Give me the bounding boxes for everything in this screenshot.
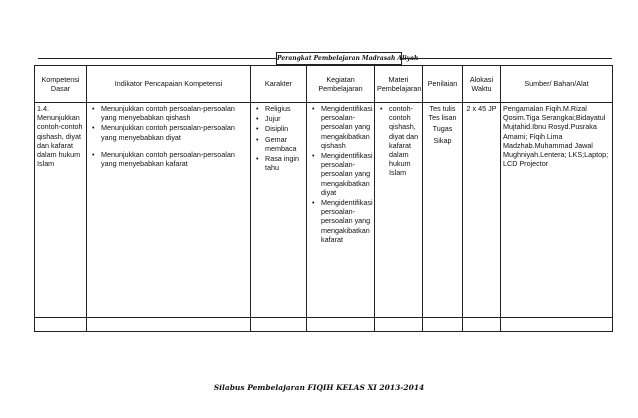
col-header-materi: Materi Pembelajaran bbox=[375, 66, 423, 103]
cell-alokasi: 2 x 45 JP bbox=[463, 103, 501, 318]
karakter-item: • Disiplin bbox=[265, 124, 304, 133]
kegiatan-item: • Mengidentifikasi persoalan-persoalan yang mengakibatkan diyat bbox=[321, 151, 372, 197]
karakter-item: • Religius bbox=[265, 104, 304, 113]
page-footer: Silabus Pembelajaran FIQIH KELAS XI 2013-2014 bbox=[213, 383, 425, 392]
header-rule-left bbox=[38, 58, 276, 59]
table-row-empty bbox=[35, 318, 613, 332]
penilaian-item: Sikap bbox=[433, 135, 452, 145]
col-header-sumber: Sumber/ Bahan/Alat bbox=[501, 66, 613, 103]
kd-code: 1.4. bbox=[37, 104, 49, 113]
materi-item: • contoh-contoh qishash, diyat dan kafarat dalam hukum Islam bbox=[389, 104, 420, 178]
header-title: Perangkat Pembelajaran Madrasah Aliyah bbox=[276, 52, 402, 65]
empty-cell bbox=[251, 318, 307, 332]
penilaian-item: Tes tulis bbox=[429, 104, 456, 113]
cell-kd bbox=[35, 103, 87, 318]
empty-cell bbox=[463, 318, 501, 332]
empty-cell bbox=[35, 318, 87, 332]
cell-penilaian bbox=[423, 103, 463, 318]
col-header-karakter: Karakter bbox=[251, 66, 307, 103]
penilaian-item: Tugas bbox=[432, 124, 453, 134]
indikator-item: • Menunjukkan contoh persoalan-persoalan yang menyebabkan qishash bbox=[101, 104, 248, 122]
karakter-item: • Gemar membaca bbox=[265, 135, 304, 153]
table-row bbox=[35, 103, 613, 318]
cell-kegiatan bbox=[307, 103, 375, 318]
empty-cell bbox=[87, 318, 251, 332]
cell-sumber: Pengamalan Fiqih.M.Rizal Qosim.Tiga Serangkai;Bidayatul Mujtahid.Ibnu Rosyd.Pusraka Amami; Fiqih Lima Madzhab.Muhammad Jawal Mughniyah.Lentera; LKS;Laptop; LCD Projector bbox=[501, 103, 613, 318]
cell-karakter bbox=[251, 103, 307, 318]
karakter-item: • Jujur bbox=[265, 114, 304, 123]
col-header-kegiatan: Kegiatan Pembelajaran bbox=[307, 66, 375, 103]
empty-cell bbox=[307, 318, 375, 332]
header-rule-right bbox=[402, 58, 612, 59]
indikator-item: • Menunjukkan contoh persoalan-persoalan yang menyebabkan diyat bbox=[101, 123, 248, 141]
col-header-indikator: Indikator Pencapaian Kompetensi bbox=[87, 66, 251, 103]
empty-cell bbox=[423, 318, 463, 332]
cell-materi bbox=[375, 103, 423, 318]
col-header-kd: Kompetensi Dasar bbox=[35, 66, 87, 103]
table-header-row bbox=[35, 66, 613, 103]
col-header-penilaian: Penilaian bbox=[423, 66, 463, 103]
indikator-item: • Menunjukkan contoh persoalan-persoalan yang menyebabkan kafarat bbox=[101, 150, 248, 168]
kegiatan-item: • Mengidentifikasi persoalan-persoalan yang mengakibatkan kafarat bbox=[321, 198, 372, 244]
cell-indikator bbox=[87, 103, 251, 318]
kd-text: Menunjukkan contoh-contoh qishash, diyat dan kafarat dalam hukum Islam bbox=[37, 113, 83, 169]
penilaian-item: Tes lisan bbox=[428, 113, 457, 123]
empty-cell bbox=[375, 318, 423, 332]
karakter-item: • Rasa ingin tahu bbox=[265, 154, 304, 172]
kegiatan-item: • Mengidentifikasi persoalan-persoalan yang mengakibatkan qishash bbox=[321, 104, 372, 150]
col-header-alokasi: Alokasi Waktu bbox=[463, 66, 501, 103]
empty-cell bbox=[501, 318, 613, 332]
syllabus-table bbox=[34, 65, 613, 332]
